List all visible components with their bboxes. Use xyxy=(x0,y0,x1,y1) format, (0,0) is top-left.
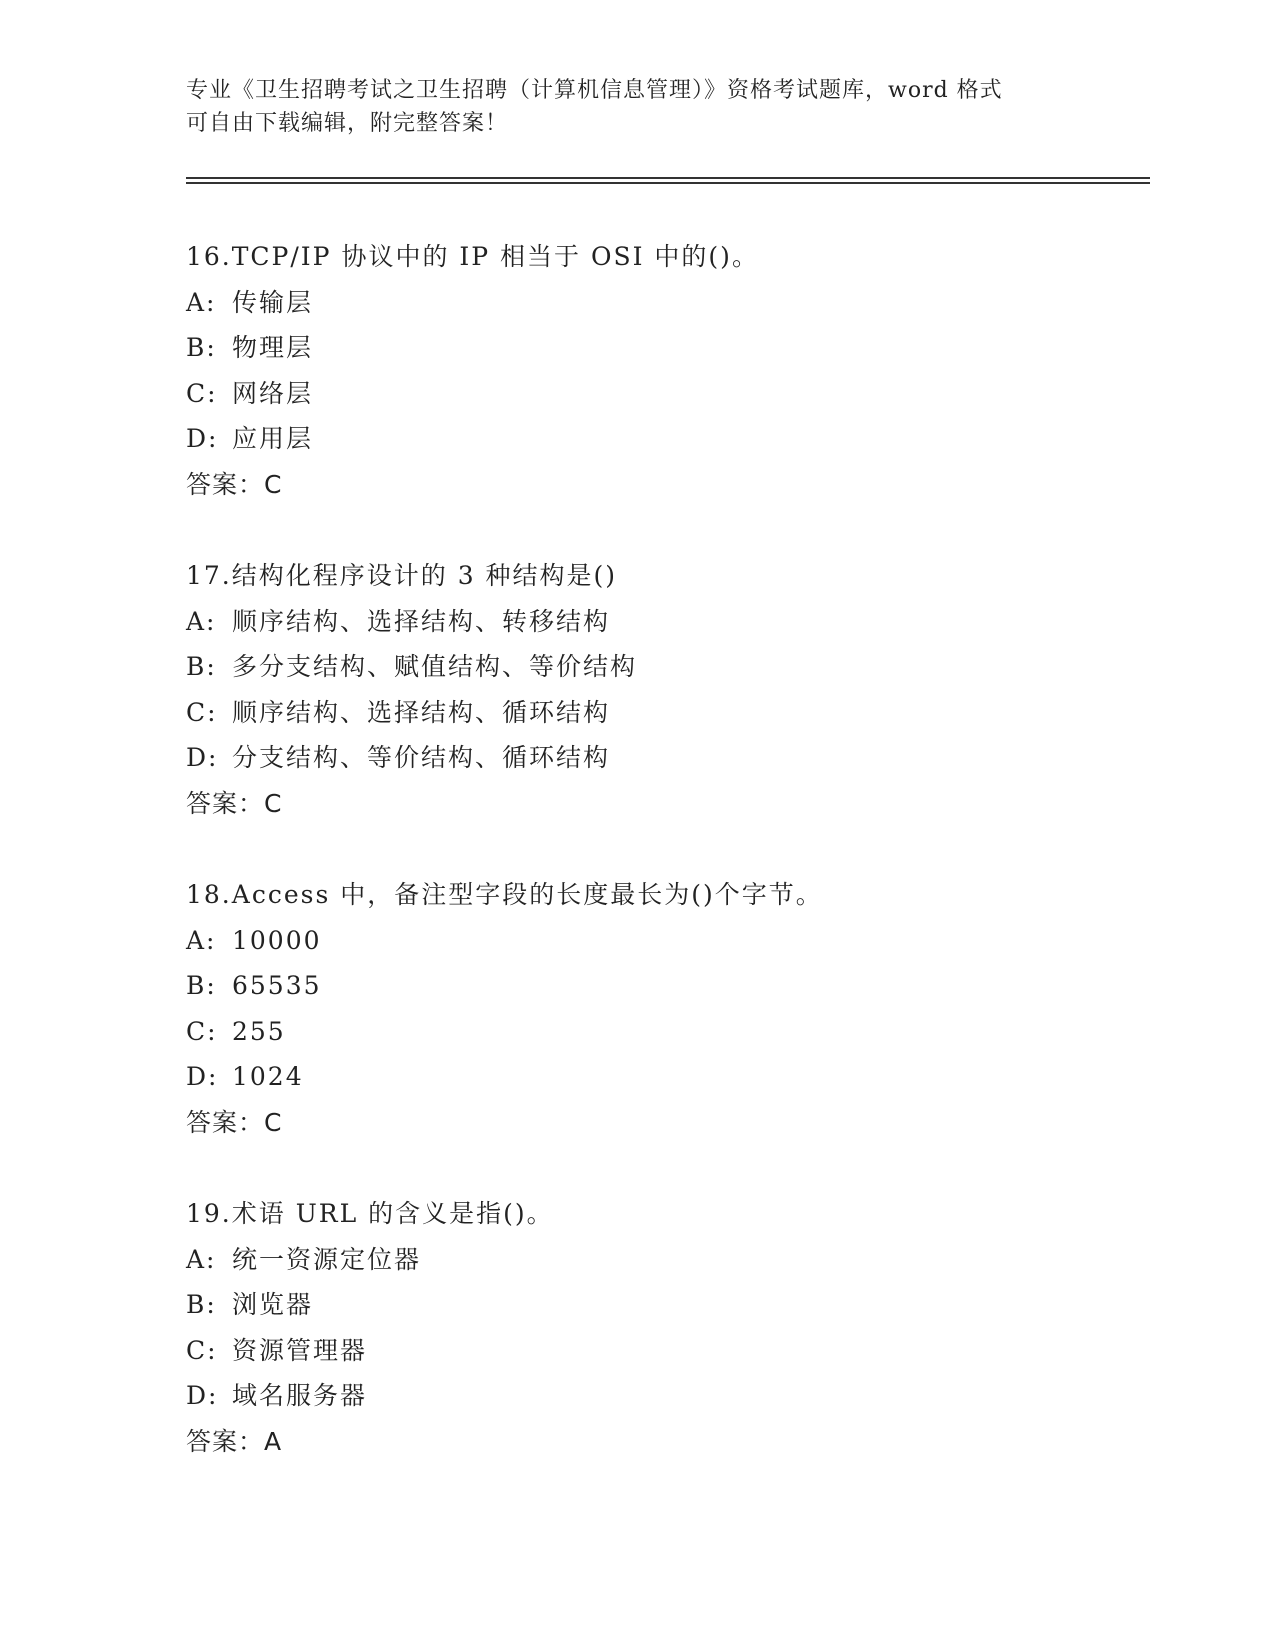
option-letter: B: xyxy=(186,1290,217,1319)
question-18 xyxy=(186,872,1146,1191)
option-text: 顺序结构、选择结构、转移结构 xyxy=(232,606,611,636)
header-line-1: 专业《卫生招聘考试之卫生招聘（计算机信息管理）》资格考试题库，word 格式 xyxy=(186,78,1003,103)
option-text: 多分支结构、赋值结构、等价结构 xyxy=(232,652,638,681)
option-letter: C: xyxy=(186,697,218,727)
document-header xyxy=(186,74,1086,140)
option-text: 统一资源定位器 xyxy=(232,1244,422,1274)
option-text: 顺序结构、选择结构、循环结构 xyxy=(232,697,611,727)
header-line-2: 可自由下载编辑，附完整答案！ xyxy=(186,111,509,136)
option-a xyxy=(186,280,1146,326)
question-stem: 16.TCP/IP 协议中的 IP 相当于 OSI 中的()。 xyxy=(186,242,759,271)
option-letter: D: xyxy=(186,1062,219,1091)
option-letter: C: xyxy=(186,1335,218,1365)
option-text: 物理层 xyxy=(232,333,314,362)
option-text: 65535 xyxy=(232,971,322,1000)
option-text: 应用层 xyxy=(232,424,314,453)
option-text: 255 xyxy=(232,1016,286,1046)
answer-line: 答案：C xyxy=(186,469,283,499)
option-c xyxy=(186,1328,1146,1374)
option-letter: D: xyxy=(186,1381,219,1410)
option-b xyxy=(186,644,1146,690)
header-divider-bottom xyxy=(186,182,1150,184)
option-c xyxy=(186,1009,1146,1055)
option-letter: C: xyxy=(186,1016,218,1046)
option-letter: B: xyxy=(186,652,217,681)
option-letter: A: xyxy=(186,1244,217,1274)
option-d xyxy=(186,1373,1146,1419)
option-d xyxy=(186,735,1146,781)
option-text: 网络层 xyxy=(232,378,314,408)
option-a xyxy=(186,1237,1146,1283)
question-19 xyxy=(186,1191,1146,1510)
option-c xyxy=(186,690,1146,736)
question-stem: 17.结构化程序设计的 3 种结构是() xyxy=(186,561,618,590)
option-letter: D: xyxy=(186,424,219,453)
option-letter: A: xyxy=(186,287,217,317)
option-c xyxy=(186,371,1146,417)
question-16 xyxy=(186,234,1146,553)
option-letter: A: xyxy=(186,925,217,955)
option-letter: A: xyxy=(186,606,217,636)
option-d xyxy=(186,416,1146,462)
answer-line: 答案：C xyxy=(186,1107,283,1137)
option-a xyxy=(186,918,1146,964)
option-d xyxy=(186,1054,1146,1100)
option-a xyxy=(186,599,1146,645)
option-letter: B: xyxy=(186,333,217,362)
question-list xyxy=(186,234,1146,1510)
option-letter: C: xyxy=(186,378,218,408)
question-stem: 19.术语 URL 的含义是指()。 xyxy=(186,1199,554,1228)
option-text: 传输层 xyxy=(232,287,314,317)
option-text: 1024 xyxy=(232,1062,304,1091)
option-b xyxy=(186,325,1146,371)
option-text: 浏览器 xyxy=(232,1290,314,1319)
option-letter: D: xyxy=(186,743,219,772)
option-b xyxy=(186,963,1146,1009)
option-text: 域名服务器 xyxy=(232,1381,368,1410)
answer-line: 答案：A xyxy=(186,1426,283,1456)
question-17 xyxy=(186,553,1146,872)
option-text: 分支结构、等价结构、循环结构 xyxy=(232,743,611,772)
option-letter: B: xyxy=(186,971,217,1000)
header-divider-top xyxy=(186,177,1150,179)
answer-line: 答案：C xyxy=(186,788,283,818)
option-b xyxy=(186,1282,1146,1328)
question-stem: 18.Access 中，备注型字段的长度最长为()个字节。 xyxy=(186,880,823,909)
option-text: 10000 xyxy=(232,925,322,955)
option-text: 资源管理器 xyxy=(232,1335,368,1365)
